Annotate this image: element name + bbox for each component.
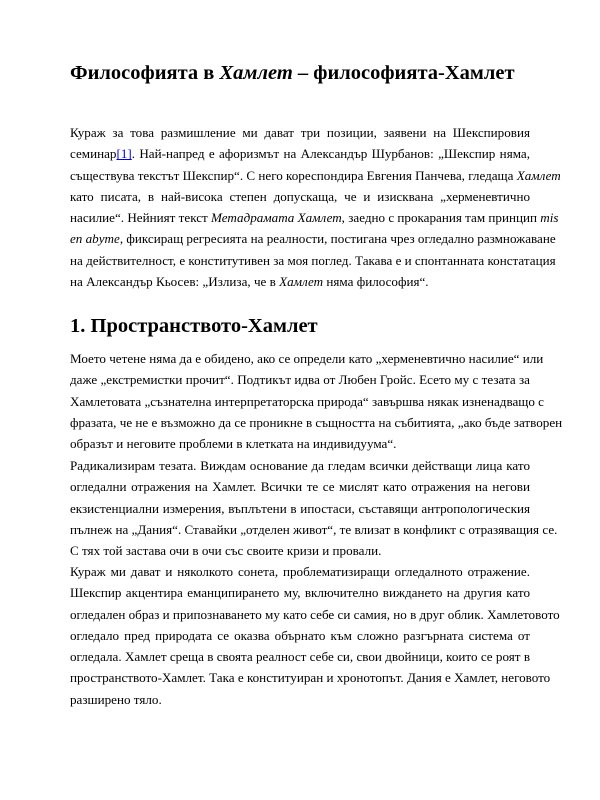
s1p3-line-7: разширено тяло. <box>70 691 162 707</box>
footnote-link-1[interactable]: [1] <box>116 146 132 162</box>
intro-text-aphorism: . Най-напред е афоризмът на Александър Шурбанов: „Шекспир няма, <box>131 146 530 162</box>
intro-line-1: Кураж за това размишление ми дават три позиции, заявени на Шекспировия <box>70 125 530 140</box>
s1p1-line-1: Моето четене няма да е обидено, ако се определи като „херменевтично насилие“ или <box>70 351 544 366</box>
intro-line-3 <box>70 165 561 186</box>
intro-line-7: на действителност, е конститутивен за моя поглед. Такава е и спонтанната констатация <box>70 252 556 268</box>
title-italic: Хамлет <box>219 62 293 84</box>
s1p1-line-5: образът и неговите проблеми в клетката на индивидуума“. <box>70 436 397 452</box>
section-paragraph-1 <box>70 348 563 454</box>
s1p3-line-5: огледала. Хамлет среща в своята реалност себе си, свои двойници, които се роят в <box>70 649 530 665</box>
intro-italic-metadrama: Метадрамата Хамлет <box>211 210 342 226</box>
intro-italic-hamlet-1: Хамлет <box>516 167 561 183</box>
intro-text-kyosev: на Александър Кьосев: „Излиза, че в <box>70 274 280 290</box>
intro-line-2 <box>70 143 530 164</box>
intro-line-8 <box>70 271 530 292</box>
intro-line-6 <box>70 228 556 249</box>
intro-text-regression: , фиксиращ регресията на реалности, постигана чрез огледално размножаване <box>119 231 556 247</box>
s1p1-line-2: даже „екстремистки прочит“. Подтикът идва от Любен Гройс. Есето му с тезата за <box>70 372 530 388</box>
s1p3-line-4: огледало пред природата се оказва обърнато към сложно разгърната система от <box>70 627 530 643</box>
intro-line-4: като писата, в най-висока степен допускаща, че и изисквана „херменевтично <box>70 188 530 204</box>
title-part1: Философията в <box>70 62 220 84</box>
intro-line-5 <box>70 207 559 228</box>
s1p2-line-2: огледални отражения на Хамлет. Всички те се мислят като отражения на негови <box>70 479 530 495</box>
s1p3-line-1: Кураж ми дават и няколкото сонета, проблематизиращи огледалното отражение. <box>70 564 530 579</box>
section-paragraph-2 <box>70 455 558 561</box>
intro-paragraph <box>70 122 561 292</box>
intro-text-no-philosophy: няма философия“. <box>323 274 429 290</box>
s1p2-line-4: пълнеж на „Дания“. Ставайки „отделен живот“, те влизат в конфликт с отразяващия се. <box>70 521 558 537</box>
intro-italic-en-abyme: en abyme <box>70 231 120 247</box>
intro-italic-mis: mis <box>540 210 559 226</box>
s1p3-line-3: огледален образ и припознаването му като себе си самия, но в друг облик. Хамлетовото <box>70 606 560 622</box>
page-title <box>70 60 515 86</box>
intro-text-principle: , заедно с прокарания там принцип <box>341 210 541 226</box>
intro-text-panceva: съществува текстът Шекспир“. С него кореспондира Евгения Панчева, гледаща <box>70 167 514 183</box>
s1p2-line-1: Радикализирам тезата. Виждам основание да гледам всички действащи лица като <box>70 458 530 473</box>
section-paragraph-3 <box>70 561 560 710</box>
s1p1-line-3: Хамлетовата „съзнателна интерпретаторска природа“ завършва някак изненадващо с <box>70 393 544 409</box>
intro-italic-hamlet-2: Хамлет <box>279 274 324 290</box>
intro-text-her-text: насилие“. Нейният текст <box>70 210 212 226</box>
s1p2-line-3: екзистенциални измерения, въплътени в ипостаси, съставящи антропологическия <box>70 500 530 516</box>
title-part2: – философията-Хамлет <box>292 62 515 84</box>
s1p2-line-5: С тях той застава очи в очи със своите кризи и провали. <box>70 543 382 559</box>
s1p3-line-6: пространството-Хамлет. Така е конституиран и хронотопът. Дания е Хамлет, неговото <box>70 670 551 686</box>
s1p3-line-2: Шекспир акцентира еманципирането му, включително виждането на другия като <box>70 585 530 601</box>
intro-text-seminar: семинар <box>70 146 117 162</box>
s1p1-line-4: фразата, че не е възможно да се проникне в същността на събитията, „ако бъде затворен <box>70 414 563 430</box>
section-heading: 1. Пространството-Хамлет <box>70 315 318 337</box>
